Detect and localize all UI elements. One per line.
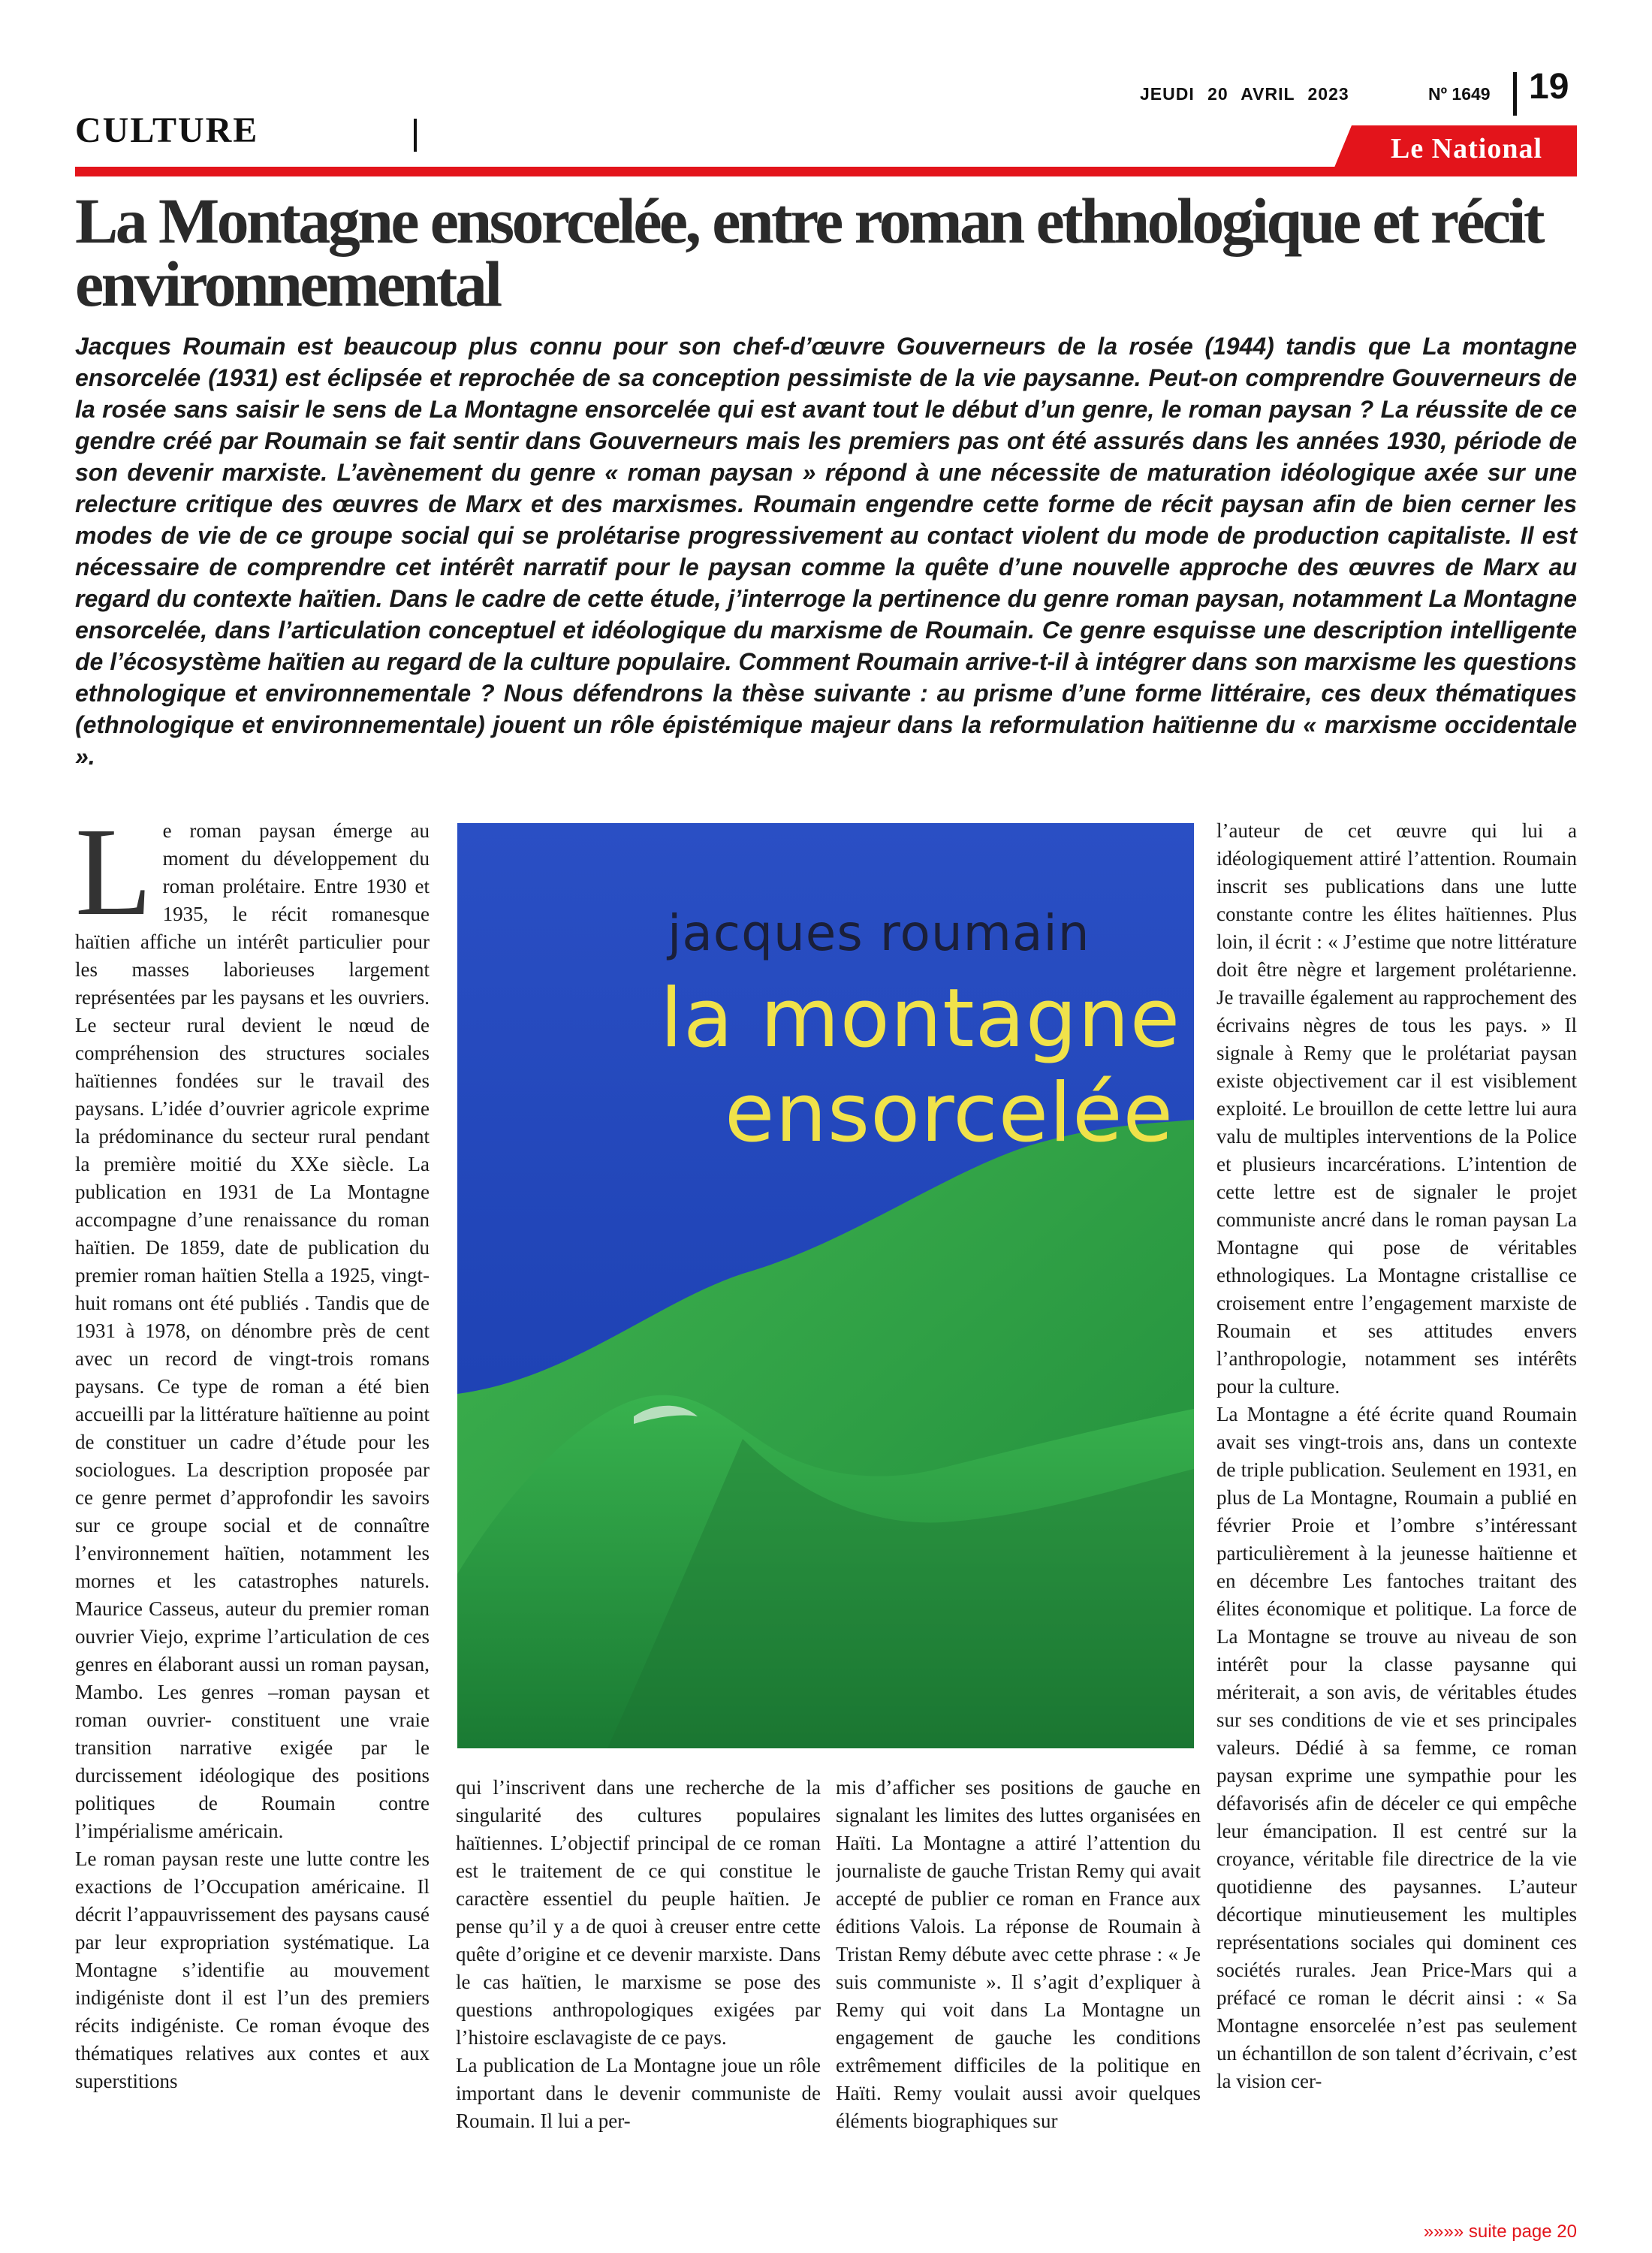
- body-paragraph: La publication de La Montagne joue un rôle important dans le devenir communiste de Roumain. Il lui a per-: [456, 2054, 821, 2132]
- page-number: 19: [1529, 67, 1569, 107]
- drop-cap: L: [75, 817, 152, 942]
- paragraph-text: e roman paysan émerge au moment du développement du roman prolétaire. Entre 1930 et 1935, le récit romanesque haïtien affiche un intérêt particulier pour les masses laborieuses largement représentées par les paysans et les ouvriers. Le secteur rural devient le nœud de compréhension des structures sociales haïtiennes fondées sur le travail des paysans. L’idée d’ouvrier agricole exprime la prédominance du secteur rural pendant la première moitié du XXe siècle. La publication en 1931 de La Montagne accompagne d’une renaissance du roman haïtien. De 1859, date de publication du premier roman haïtien Stella a 1925, vingt-huit romans ont été publiés . Tandis que de 1931 à 1978, on dénombre près de cent avec un record de vingt-trois romans paysans. Ce type de roman a été bien accueilli par la littérature haïtienne au point de constituer un cadre d’étude pour les sociologues. La description proposée par ce genre permet d’approfondir les savoirs sur ce groupe social et de connaître l’environnement haïtien, notamment les mornes et les catastrophes naturels. Maurice Casseus, auteur du premier roman ouvrier Viejo, exprime l’articulation de ces genres en élaborant aussi un roman paysan, Mambo. Les genres –roman paysan et roman ouvrier- constituent une vraie transition narrative exigée par le durcissement idéologique des positions politiques de Roumain contre l’impérialisme américain.: [75, 819, 430, 1842]
- article-title: La Montagne ensorcelée, entre roman ethnologique et récit environnemental: [75, 185, 1542, 320]
- body-paragraph: La Montagne a été écrite quand Roumain avait ses vingt-trois ans, dans un contexte de triple publication. Seulement en 1931, en plus de La Montagne, Roumain a publié en février Proie et l’ombre s’intéressant particulièrement à la jeunesse haïtienne et en décembre Les fantoches traitant des élites économique et politique. La force de La Montagne se trouve au niveau de son intérêt pour la classe paysanne qui mériterait, a son avis, de véritables études sur ses conditions de vie et ses principales valeurs. Dédié à sa femme, ce roman paysan exprime une sympathie pour les défavorisés afin de déceler ce qui empêche leur émancipation. Il est centré sur la croyance, véritable file directrice de la vie quotidienne des paysannes. L’auteur décortique minutieusement les multiples représentations sociales qui dominent ces sociétés rurales. Jean Price-Mars qui a préfacé ce roman le décrit ainsi : « Sa Montagne ensorcelée n’est pas seulement un échantillon de son talent d’écrivain, c’est la vision cer-: [1216, 1403, 1577, 2092]
- book-cover-image: [457, 823, 1194, 1748]
- cover-title: [660, 972, 1186, 1161]
- brand-name: Le National: [1390, 133, 1543, 164]
- section-label: CULTURE: [75, 110, 259, 150]
- cover-title-line: ensorcelée: [725, 1066, 1174, 1160]
- page-number-divider: [1513, 72, 1517, 116]
- section-divider: [414, 119, 417, 152]
- body-column-3: [836, 1774, 1201, 2224]
- body-paragraph: qui l’inscrivent dans une recherche de la singularité des cultures populaires haïtiennes. L’objectif principal de ce roman est le traitement de ce qui constitue le caractère essentiel du peuple haïtien. Je pense qu’il y a de quoi à creuser entre cette quête d’origine et ce devenir marxiste. Dans le cas haïtien, le marxisme se pose des questions anthropologiques exigées par l’histoire esclavagiste de ce pays.: [456, 1776, 821, 2049]
- body-column-4: [1216, 817, 1577, 2218]
- continued-on-link[interactable]: »»»» suite page 20: [1423, 2221, 1577, 2242]
- cover-author: jacques roumain: [668, 904, 1090, 962]
- body-paragraph: Le roman paysan reste une lutte contre les exactions de l’Occupation américaine. Il décrit l’appauvrissement des paysans causé par leur expropriation systématique. La Montagne s’identifie au mouvement indigéniste dont il est l’un des premiers récits indigéniste. Ce roman évoque des thématiques relatives aux contes et aux superstitions: [75, 1847, 430, 2092]
- issue-date: JEUDI 20 AVRIL 2023: [1140, 84, 1349, 104]
- body-column-1: [75, 817, 430, 2221]
- body-column-2: [456, 1774, 821, 2224]
- body-paragraph: mis d’afficher ses positions de gauche en signalant les limites des luttes organisées en Haïti. La Montagne a attiré l’attention du journaliste de gauche Tristan Remy qui avait accepté de publier ce roman en France aux éditions Valois. La réponse de Roumain à Tristan Remy débute avec cette phrase : « Je suis communiste ». Il s’agit d’expliquer à Remy qui voit dans La Montagne un engagement de gauche les conditions extrêmement difficiles de la politique en Haïti. Remy voulait aussi avoir quelques éléments biographiques sur: [836, 1776, 1201, 2132]
- issue-number: Nº 1649: [1428, 84, 1491, 104]
- body-paragraph: [75, 817, 430, 1845]
- cover-title-line: la montagne: [660, 972, 1181, 1066]
- body-paragraph: l’auteur de cet œuvre qui lui a idéologiquement attiré l’attention. Roumain inscrit ses publications dans une lutte constante contre les élites haïtiennes. Plus loin, il écrit : « J’estime que notre littérature doit être nègre et largement prolétarienne. Je travaille également au rapprochement des écrivains nègres de tous les pays. » Il signale à Remy que le prolétariat paysan existe objectivement car il est visiblement exploité. Le brouillon de cette lettre lui aura valu de multiples interventions de la Police et plusieurs incarcérations. L’intention de cette lettre est de signaler le projet communiste ancré dans le roman paysan La Montagne qui pose de véritables ethnologiques. La Montagne cristallise ce croisement entre l’engagement marxiste de Roumain et ses attitudes envers l’anthropologie, notamment ses intérêts pour la culture.: [1216, 819, 1577, 1398]
- article-lead: Jacques Roumain est beaucoup plus connu pour son chef-d’œuvre Gouverneurs de la rosée (1944) tandis que La montagne ensorcelée (1931) est éclipsée et reprochée de sa conception pessimiste de la vie paysanne. Peut-on comprendre Gouverneurs de la rosée sans saisir le sens de La Montagne ensorcelée qui est avant tout le début d’un genre, le roman paysan ? La réussite de ce gendre créé par Roumain se fait sentir dans Gouverneurs mais les premiers pas ont été assurés dans les années 1930, période de son devenir marxiste. L’avènement du genre « roman paysan » répond à une nécessite de maturation idéologique axée sur une relecture critique des œuvres de Marx et des marxismes. Roumain engendre cette forme de récit paysan afin de bien cerner les modes de vie de ce groupe social qui se prolétarise progressivement au contact violent du mode de production capitaliste. Il est nécessaire de comprendre cet intérêt narratif pour le paysan comme la quête d’une nouvelle approche des œuvres de Marx au regard du contexte haïtien. Dans le cadre de cette étude, j’interroge la pertinence du genre roman paysan, notamment La Montagne ensorcelée, dans l’articulation conceptuel et idéologique du marxisme de Roumain. Ce genre esquisse une description intelligente de l’écosystème haïtien au regard de la culture populaire. Comment Roumain arrive-t-il à intégrer dans son marxisme les questions ethnologique et environnementale ? Nous défendrons la thèse suivante : au prisme d’une forme littéraire, ces deux thématiques (ethnologique et environnementale) jouent un rôle épistémique majeur dans la reformulation haïtienne du « marxisme occidentale ».: [75, 333, 1577, 770]
